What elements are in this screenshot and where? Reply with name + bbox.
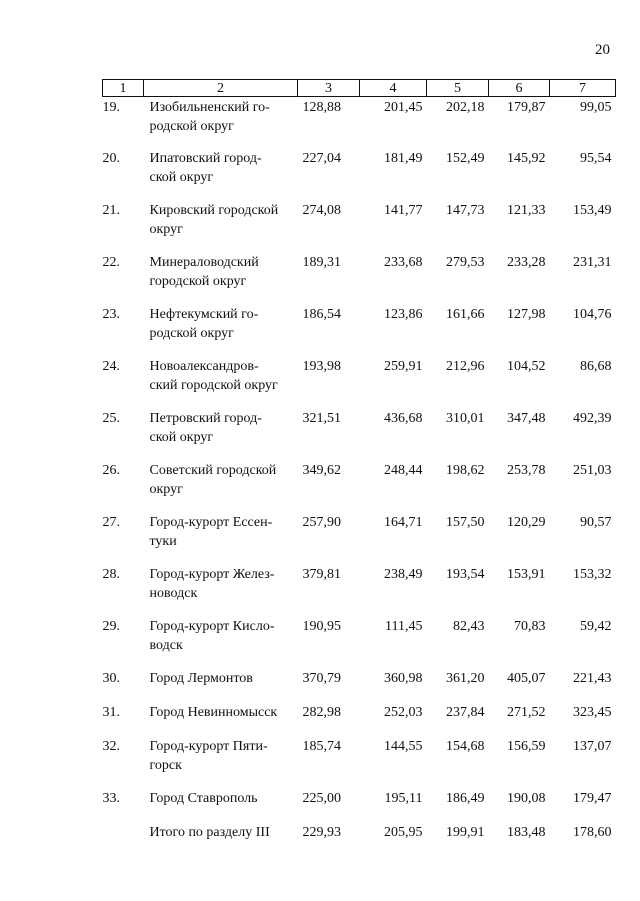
column-header: 7 [550,80,616,97]
district-name-line: водск [149,637,183,653]
value-col-7: 59,42 [580,618,612,634]
value-col-6: 253,78 [507,462,546,478]
value-col-3: 128,88 [302,100,341,115]
value-col-6: 156,59 [507,738,546,754]
column-header: 6 [489,80,550,97]
district-name [144,357,298,409]
district-name-line: родской округ [149,119,234,134]
row-number: 28. [102,566,120,582]
value-col-3: 225,00 [302,790,341,806]
table-row [103,789,616,823]
row-number: 30. [102,670,120,686]
district-name-line: Изобильненский го- [149,100,270,115]
district-name [144,513,298,565]
row-number: 27. [102,514,120,530]
value-col-5: 310,01 [446,410,485,426]
page-number: 20 [595,42,610,58]
value-col-4: 252,03 [384,704,423,720]
district-name-line: Минераловодский [149,254,259,270]
row-number: 20. [102,150,120,166]
value-col-6: 405,07 [507,670,546,686]
value-col-7: 86,68 [580,358,612,374]
value-col-7: 323,45 [573,704,612,720]
district-name-line: Советский городской [149,462,277,478]
value-col-6: 70,83 [514,618,546,634]
district-name-line: ской округ [149,429,214,445]
value-col-5: 152,49 [446,150,485,166]
table-row [103,409,616,461]
value-col-5: 186,49 [446,790,485,806]
district-name [144,823,298,857]
row-number: 33. [102,790,120,806]
column-header: 1 [103,80,144,97]
header-row [103,80,616,97]
value-col-4: 360,98 [384,670,423,686]
column-header: 3 [298,80,360,97]
value-col-3: 321,51 [302,410,341,426]
value-col-7: 104,76 [573,306,612,322]
district-name-line: Город Невинномысск [149,704,278,720]
value-col-7: 153,32 [573,566,612,582]
value-col-7: 221,43 [573,670,612,686]
table-row [103,149,616,201]
value-col-6: 233,28 [507,254,546,270]
value-col-6: 153,91 [507,566,546,582]
table-row [103,253,616,305]
row-number: 31. [102,704,120,720]
value-col-5: 154,68 [446,738,485,754]
district-name-line: Нефтекумский го- [149,306,259,322]
table-row [103,461,616,513]
value-col-7: 95,54 [580,150,612,166]
column-header: 5 [427,80,489,97]
district-name [144,789,298,823]
district-name-line: Город-курорт Ессен- [149,514,273,530]
value-col-4: 164,71 [384,514,423,530]
district-name [144,565,298,617]
value-col-5: 202,18 [446,100,485,115]
table-body [103,97,616,857]
value-col-4: 195,11 [384,790,423,806]
district-name-line: городской округ [149,273,247,289]
district-name [144,305,298,357]
value-col-5: 198,62 [446,462,485,478]
value-col-7: 492,39 [573,410,612,426]
district-name-line: Петровский город- [149,410,262,426]
row-number: 23. [102,306,120,322]
value-col-4: 248,44 [384,462,423,478]
table-row [103,703,616,737]
value-col-6: 183,48 [507,824,546,840]
district-name-line: Кировский городской [149,202,279,218]
row-number: 21. [102,202,120,218]
district-name-line: Итого по разделу III [149,824,270,840]
value-col-3: 186,54 [302,306,341,322]
value-col-5: 212,96 [446,358,485,374]
value-col-6: 104,52 [507,358,546,374]
district-name [144,409,298,461]
district-name-line: Город-курорт Желез- [149,566,275,582]
district-name [144,737,298,789]
district-name [144,149,298,201]
value-col-6: 190,08 [507,790,546,806]
row-number: 24. [102,358,120,374]
table-row [103,513,616,565]
table-row [103,737,616,789]
table-row [103,565,616,617]
table-row [103,617,616,669]
row-number: 25. [102,410,120,426]
district-name-line: новодск [149,585,198,601]
value-col-6: 347,48 [507,410,546,426]
value-col-7: 99,05 [580,100,612,115]
value-col-5: 157,50 [446,514,485,530]
value-col-3: 189,31 [302,254,341,270]
district-name-line: ской округ [149,169,214,185]
value-col-7: 251,03 [573,462,612,478]
value-col-7: 179,47 [573,790,612,806]
district-name-line: округ [149,481,183,497]
district-name-line: Новоалександров- [149,358,259,374]
value-col-3: 370,79 [302,670,341,686]
district-name [144,669,298,703]
row-number: 29. [102,618,120,634]
row-number [103,823,144,857]
district-name [144,97,298,149]
value-col-4: 238,49 [384,566,423,582]
value-col-3: 282,98 [302,704,341,720]
row-number: 19. [102,100,120,115]
district-name [144,617,298,669]
total-row [103,823,616,857]
district-name-line: Город Ставрополь [149,790,258,806]
district-name [144,253,298,305]
value-col-4: 111,45 [385,618,423,634]
value-col-3: 257,90 [302,514,341,530]
value-col-7: 231,31 [573,254,612,270]
value-col-5: 147,73 [446,202,485,218]
value-col-4: 123,86 [384,306,423,322]
table-row [103,201,616,253]
value-col-5: 199,91 [446,824,485,840]
value-col-5: 279,53 [446,254,485,270]
value-col-3: 229,93 [302,824,341,840]
value-col-7: 137,07 [573,738,612,754]
table-row [103,669,616,703]
table-row [103,357,616,409]
value-col-4: 233,68 [384,254,423,270]
value-col-5: 193,54 [446,566,485,582]
table-header [103,80,616,97]
district-name-line: Город-курорт Пяти- [149,738,268,754]
row-number: 26. [102,462,120,478]
value-col-3: 190,95 [302,618,341,634]
value-col-3: 193,98 [302,358,341,374]
row-number: 22. [102,254,120,270]
column-header: 4 [360,80,427,97]
value-col-5: 237,84 [446,704,485,720]
value-col-4: 181,49 [384,150,423,166]
district-name [144,703,298,737]
value-col-4: 436,68 [384,410,423,426]
value-col-6: 145,92 [507,150,546,166]
district-name-line: Ипатовский город- [149,150,262,166]
district-name-line: родской округ [149,325,234,341]
value-col-6: 127,98 [507,306,546,322]
value-col-4: 205,95 [384,824,423,840]
value-col-5: 82,43 [453,618,485,634]
value-col-3: 185,74 [302,738,341,754]
table-row [103,97,616,149]
value-col-6: 121,33 [507,202,546,218]
value-col-5: 161,66 [446,306,485,322]
value-col-7: 178,60 [573,824,612,840]
value-col-6: 271,52 [507,704,546,720]
row-number: 32. [102,738,120,754]
district-name-line: округ [149,221,183,237]
value-col-4: 144,55 [384,738,423,754]
district-name-line: Город-курорт Кисло- [149,618,275,634]
district-name-line: туки [149,533,177,549]
value-col-4: 259,91 [384,358,423,374]
value-col-3: 227,04 [302,150,341,166]
district-name [144,201,298,253]
value-col-3: 349,62 [302,462,341,478]
column-header: 2 [144,80,298,97]
district-name-line: горск [149,757,182,773]
data-table [102,79,616,857]
value-col-5: 361,20 [446,670,485,686]
value-col-7: 153,49 [573,202,612,218]
value-col-6: 179,87 [507,100,546,115]
district-name-line: ский городской округ [149,377,278,393]
value-col-4: 141,77 [384,202,423,218]
value-col-4: 201,45 [384,100,423,115]
value-col-6: 120,29 [507,514,546,530]
value-col-3: 379,81 [302,566,341,582]
district-name [144,461,298,513]
value-col-7: 90,57 [580,514,612,530]
value-col-3: 274,08 [302,202,341,218]
district-name-line: Город Лермонтов [149,670,253,686]
table-row [103,305,616,357]
